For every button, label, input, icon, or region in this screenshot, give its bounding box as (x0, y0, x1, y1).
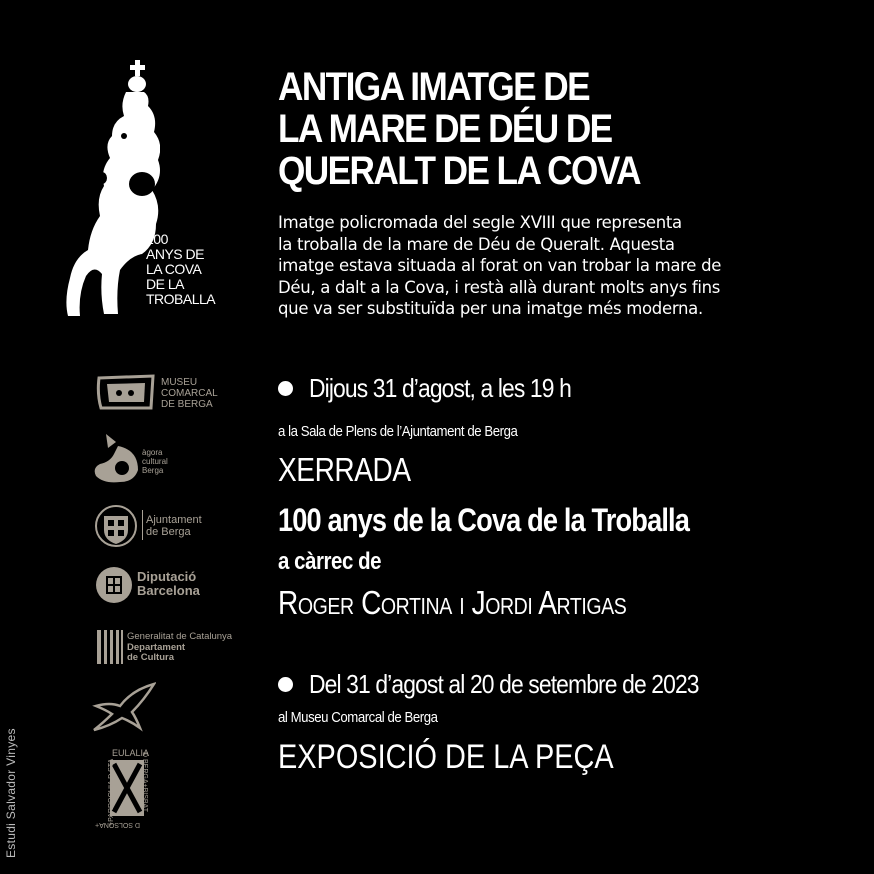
event2-venue: al Museu Comarcal de Berga (278, 709, 438, 726)
anniversary-label: 100 ANYS DE LA COVA DE LA TROBALLA (146, 231, 216, 307)
title-line: ANTIGA IMATGE DE (278, 65, 590, 109)
description: Imatge policromada del segle XVIII que representa la troballa de la mare de Déu de Queralt. Aquesta imatge estava situada al forat on van trobar la mare de Déu, a dalt a la Cova, i restà allà durant molts anys fins que va ser substituïda per una imatge més moderna. (278, 213, 722, 319)
page-title (278, 66, 798, 192)
bullet-icon (278, 677, 293, 692)
event2-type: EXPOSICIÓ DE LA PEÇA (278, 738, 614, 776)
swallow-icon (92, 682, 156, 732)
cave-chapel-silhouette-icon (60, 58, 160, 318)
senyera-icon (97, 630, 123, 664)
event1-type: XERRADA (278, 451, 411, 488)
parroquia-logo: EULALIA +PARROQUIA D STA D BERGA+BISBAT D SOLSONA+ (94, 746, 160, 830)
event1-venue: a la Sala de Plens de l’Ajuntament de Berga (278, 423, 518, 440)
photo-credit: Estudi Salvador Vinyes (4, 728, 18, 858)
diputacio-icon (95, 566, 133, 604)
event2-date-row (278, 669, 752, 700)
event1-title: 100 anys de la Cova de la Troballa (278, 502, 690, 538)
event1-by: a càrrec de (278, 548, 382, 575)
title-line: LA MARE DE DÉU DE (278, 107, 612, 151)
event1-date-row (278, 373, 607, 404)
coat-of-arms-icon (94, 504, 138, 548)
title-line: QUERALT DE LA COVA (278, 149, 640, 193)
agora-icon (92, 432, 142, 484)
event2-date: Del 31 d’agost al 20 de setembre de 2023 (309, 669, 699, 699)
museu-icon (95, 374, 157, 410)
event1-speakers: Roger Cortina i Jordi Artigas (278, 584, 627, 621)
bullet-icon (278, 381, 293, 396)
event1-date: Dijous 31 d’agost, a les 19 h (309, 373, 571, 403)
